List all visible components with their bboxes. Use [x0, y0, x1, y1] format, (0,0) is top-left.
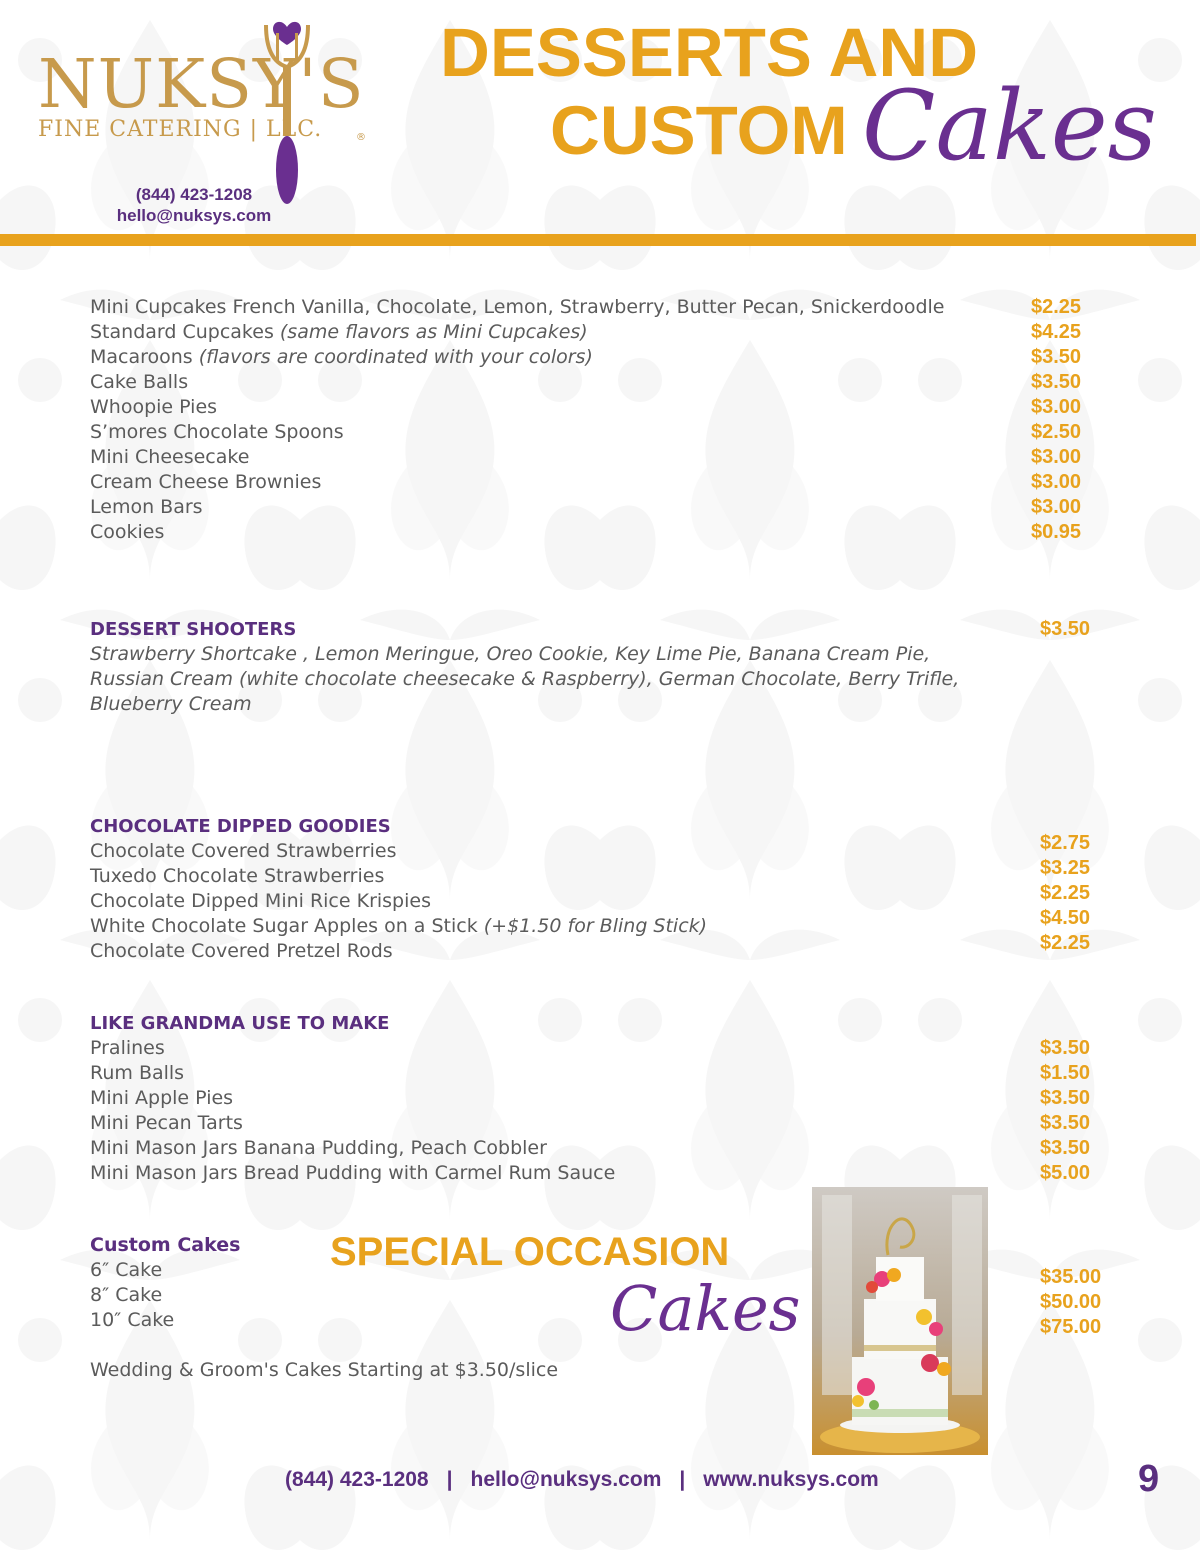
item-price: $3.00	[1031, 471, 1082, 493]
title-script-cakes: Cakes	[862, 70, 1157, 182]
special-occasion-script-cakes: Cakes	[610, 1272, 801, 1345]
item-note: (same flavors as Mini Cupcakes)	[279, 321, 588, 343]
shooter-flavors-line: Russian Cream (white chocolate cheesecake & Raspberry), German Chocolate, Berry Trifle,	[90, 668, 960, 690]
list-item	[90, 1136, 1110, 1161]
list-item	[90, 864, 1110, 889]
list-item	[90, 520, 1110, 545]
item-name: Mini Pecan Tarts	[90, 1112, 243, 1134]
page-number: 9	[1138, 1458, 1160, 1500]
item-price: $75.00	[1040, 1316, 1102, 1338]
chocolate-dipped-section	[90, 814, 1110, 964]
wedding-cake-note: Wedding & Groom's Cakes Starting at $3.50/slice	[90, 1359, 559, 1381]
item-price: $3.00	[1031, 446, 1082, 468]
item-price: $3.00	[1031, 496, 1082, 518]
item-name: 10″ Cake	[90, 1309, 175, 1331]
item-name: Cream Cheese Brownies	[90, 471, 322, 493]
list-item	[90, 395, 1110, 420]
title-line-2: CUSTOM	[550, 92, 848, 169]
list-item	[90, 1161, 1110, 1186]
list-item	[90, 420, 1110, 445]
item-price: $3.50	[1031, 371, 1082, 393]
list-item	[90, 914, 1110, 939]
chocolate-dipped-prices	[1040, 831, 1160, 956]
custom-cakes-section	[90, 1233, 320, 1333]
item-price: $3.50	[1040, 1037, 1091, 1059]
item-price: $0.95	[1031, 521, 1082, 543]
item-name: Pralines	[90, 1037, 165, 1059]
header-divider	[0, 234, 1196, 246]
item-price: $2.75	[1040, 832, 1091, 854]
list-item	[90, 1086, 1110, 1111]
item-price: $4.50	[1040, 907, 1091, 929]
section-heading: LIKE GRANDMA USE TO MAKE	[90, 1013, 390, 1034]
footer-contact	[285, 1468, 985, 1492]
list-item	[90, 295, 1110, 320]
footer-separator: |	[446, 1468, 453, 1491]
item-price: $3.50	[1040, 1112, 1091, 1134]
shooter-flavors-line: Blueberry Cream	[90, 693, 252, 715]
item-note: (flavors are coordinated with your colors)	[198, 346, 593, 368]
item-name: White Chocolate Sugar Apples on a Stick	[90, 915, 484, 937]
list-item	[90, 1308, 320, 1333]
footer-website[interactable]: www.nuksys.com	[703, 1468, 879, 1491]
item-name: 6″ Cake	[90, 1259, 163, 1281]
header-phone: (844) 423-1208	[135, 185, 253, 204]
shooter-flavors-line: Strawberry Shortcake , Lemon Meringue, Oreo Cookie, Key Lime Pie, Banana Cream Pie,	[90, 643, 931, 665]
grandma-section	[90, 1011, 1110, 1186]
item-name: S’mores Chocolate Spoons	[90, 421, 344, 443]
brand-subtitle: FINE CATERING | LLC.	[38, 117, 323, 142]
wedding-cake-photo	[812, 1187, 988, 1455]
custom-cakes-prices	[1040, 1265, 1160, 1340]
list-item	[90, 320, 1110, 345]
registered-mark: ®	[356, 132, 366, 143]
list-item	[90, 1258, 320, 1283]
item-name: Macaroons	[90, 346, 199, 368]
list-item	[90, 889, 1110, 914]
list-item	[90, 495, 1110, 520]
item-name: Standard Cupcakes	[90, 321, 280, 343]
item-price: $3.25	[1040, 857, 1091, 879]
list-item	[90, 839, 1110, 864]
footer-phone[interactable]: (844) 423-1208	[285, 1468, 429, 1491]
brand-name: NUKSY'S	[38, 45, 365, 123]
item-price: $2.25	[1040, 932, 1091, 954]
item-name: Cookies	[90, 521, 165, 543]
header-email: hello@nuksys.com	[116, 206, 272, 225]
list-item	[90, 1061, 1110, 1086]
item-name: Mini Cupcakes French Vanilla, Chocolate, Lemon, Strawberry, Butter Pecan, Snickerdoodle	[90, 296, 945, 318]
list-item	[90, 1283, 320, 1308]
item-name: Chocolate Dipped Mini Rice Krispies	[90, 890, 431, 912]
item-name: 8″ Cake	[90, 1284, 163, 1306]
list-item	[90, 370, 1110, 395]
item-price: $4.25	[1031, 321, 1082, 343]
item-price: $1.50	[1040, 1062, 1091, 1084]
item-price: $35.00	[1040, 1266, 1102, 1288]
special-occasion-title: SPECIAL OCCASION	[330, 1230, 730, 1274]
section-heading: CHOCOLATE DIPPED GOODIES	[90, 816, 391, 837]
item-name: Mini Cheesecake	[90, 446, 250, 468]
list-item	[90, 470, 1110, 495]
item-name: Chocolate Covered Pretzel Rods	[90, 940, 393, 962]
title-line-1: DESSERTS AND	[440, 14, 979, 91]
shooters-price-col	[1040, 617, 1160, 642]
item-price: $2.25	[1040, 882, 1091, 904]
item-name: Mini Apple Pies	[90, 1087, 234, 1109]
item-name: Rum Balls	[90, 1062, 185, 1084]
brand-logo	[30, 5, 370, 205]
footer-email[interactable]: hello@nuksys.com	[470, 1468, 662, 1491]
item-price: $3.50	[1031, 346, 1082, 368]
section-heading: DESSERT SHOOTERS	[90, 619, 297, 640]
list-item	[90, 445, 1110, 470]
dessert-shooters-section	[90, 617, 1110, 717]
list-item	[90, 345, 1110, 370]
item-name: Cake Balls	[90, 371, 189, 393]
item-price: $2.50	[1031, 421, 1082, 443]
item-name: Mini Mason Jars Bread Pudding with Carmel Rum Sauce	[90, 1162, 616, 1184]
footer-separator: |	[679, 1468, 686, 1491]
item-name: Chocolate Covered Strawberries	[90, 840, 397, 862]
item-price: $50.00	[1040, 1291, 1102, 1313]
item-name: Mini Mason Jars Banana Pudding, Peach Cobbler	[90, 1137, 547, 1159]
item-price: $5.00	[1040, 1162, 1091, 1184]
section-heading: Custom Cakes	[90, 1234, 241, 1256]
dessert-list	[90, 295, 1110, 545]
item-price: $2.25	[1031, 296, 1082, 318]
item-name: Whoopie Pies	[90, 396, 218, 418]
list-item	[90, 1036, 1110, 1061]
list-item	[90, 1111, 1110, 1136]
item-note: (+$1.50 for Bling Stick)	[483, 915, 708, 937]
item-price: $3.50	[1040, 1137, 1091, 1159]
list-item	[90, 939, 1110, 964]
item-price: $3.50	[1040, 618, 1091, 640]
item-name: Tuxedo Chocolate Strawberries	[90, 865, 385, 887]
item-name: Lemon Bars	[90, 496, 203, 518]
item-price: $3.50	[1040, 1087, 1091, 1109]
item-price: $3.00	[1031, 396, 1082, 418]
